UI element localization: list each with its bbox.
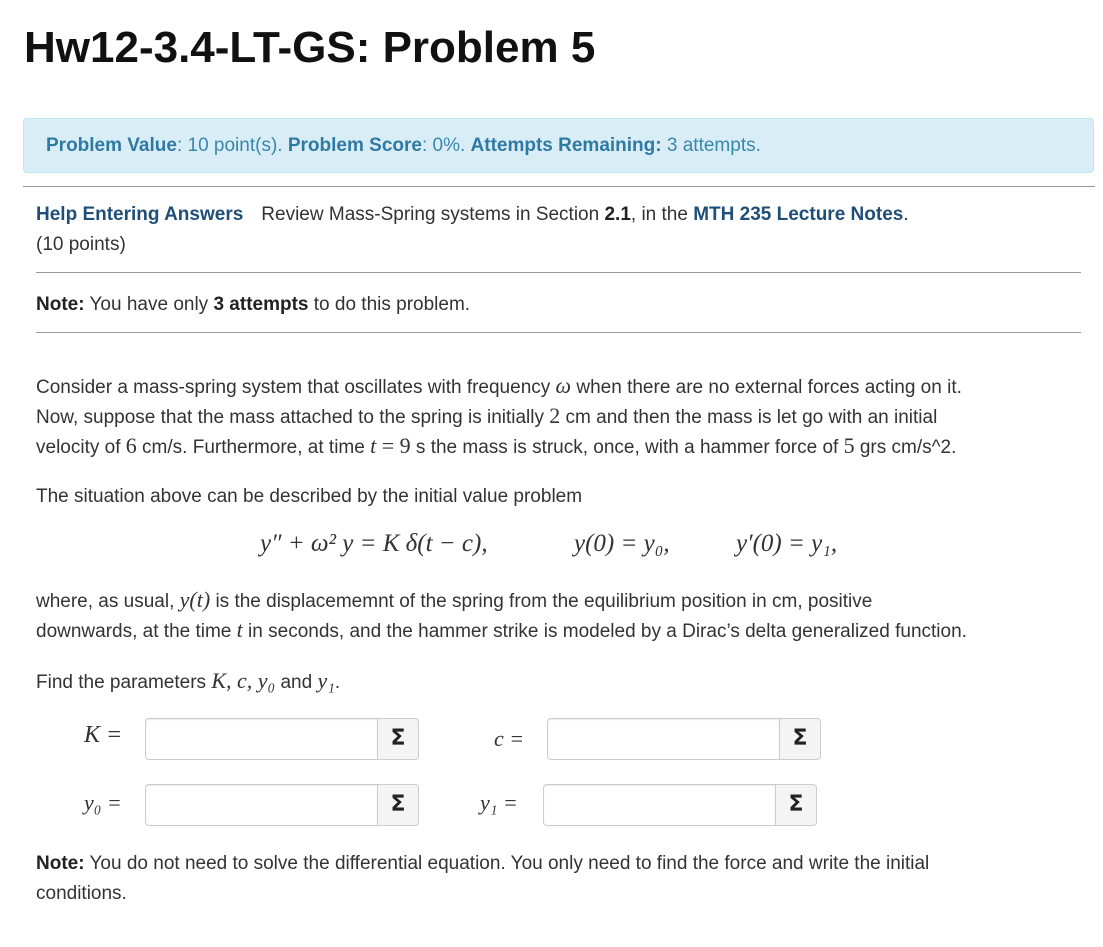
problem-text: when there are no external forces acting on it. [571, 377, 962, 398]
problem-line-2 [36, 401, 937, 433]
problem-text: Now, suppose that the mass attached to the spring is initially [36, 407, 550, 428]
c-answer-input[interactable] [547, 718, 779, 760]
y0-equation-editor-button[interactable]: Σ [377, 784, 419, 826]
k-answer-input[interactable] [145, 718, 377, 760]
y1-label: y₁ = [480, 790, 518, 815]
problem-text: in seconds, and the hammer strike is modeled by a Dirac’s delta generalized function. [242, 621, 967, 642]
parameter-list: K, c, y₀ [211, 668, 276, 693]
review-text-mid: , in the [630, 204, 694, 225]
final-note-line-1 [36, 849, 929, 879]
problem-text: . [334, 672, 341, 693]
initial-position: 2 [549, 403, 561, 428]
time-variable: t [370, 433, 377, 458]
problem-text: velocity of [36, 437, 126, 458]
note-label: Note: [36, 294, 85, 315]
divider [23, 186, 1095, 187]
situation-text: The situation above can be described by the initial value problem [36, 486, 583, 507]
hammer-force: 5 [843, 433, 855, 458]
initial-velocity: 6 [125, 433, 137, 458]
where-line-2 [36, 615, 967, 647]
problem-line-3 [36, 431, 956, 463]
initial-value-problem-equation [250, 530, 950, 570]
problem-score-label: Problem Score [287, 135, 422, 156]
problem-value: : 10 point(s). [176, 135, 288, 156]
strike-time: 9 [399, 433, 411, 458]
y0-answer-input[interactable] [145, 784, 377, 826]
k-label: K = [84, 722, 123, 748]
equals-sign: = [376, 433, 400, 458]
problem-text: downwards, at the time [36, 621, 237, 642]
k-equation-editor-button[interactable]: Σ [377, 718, 419, 760]
problem-value-label: Problem Value [46, 135, 177, 156]
attempts-remaining: 3 attempts. [661, 135, 761, 156]
problem-text: cm and then the mass is let go with an initial [560, 407, 938, 428]
y1-equation-editor-button[interactable]: Σ [775, 784, 817, 826]
review-text-prefix: Review Mass-Spring systems in Section [261, 204, 605, 225]
initial-condition-position: y(0) = y₀, [574, 530, 670, 557]
attempts-remaining-label: Attempts Remaining: [470, 135, 662, 156]
c-equation-editor-button[interactable]: Σ [779, 718, 821, 760]
problem-text: is the displacememnt of the spring from the equilibrium position in cm, positive [210, 591, 873, 612]
problem-line-1 [36, 371, 962, 403]
lecture-notes-link[interactable]: MTH 235 Lecture Notes [693, 204, 904, 225]
attempts-note [36, 290, 470, 320]
review-text-end: . [903, 204, 909, 225]
final-note-line-2: conditions. [36, 883, 127, 904]
differential-equation: y″ + ω² y = K δ(t − c), [260, 530, 488, 557]
note-label: Note: [36, 853, 85, 874]
y0-label: y₀ = [84, 790, 122, 815]
help-line [36, 200, 909, 230]
page-title: Hw12-3.4-LT-GS: Problem 5 [24, 23, 596, 72]
problem-text: cm/s. Furthermore, at time [136, 437, 371, 458]
problem-text: Find the parameters [36, 672, 212, 693]
omega-symbol: ω [555, 373, 572, 398]
c-label: c = [494, 726, 525, 751]
note-text: You do not need to solve the differential equation. You only need to find the force and write the initial [84, 853, 930, 874]
note-text: to do this problem. [308, 294, 471, 315]
section-number: 2.1 [604, 204, 631, 225]
divider [36, 332, 1081, 333]
divider [36, 272, 1081, 273]
problem-score: : 0%. [421, 135, 471, 156]
parameter-y1: y₁ [317, 668, 335, 693]
problem-text: s the mass is struck, once, with a hammer force of [410, 437, 844, 458]
where-line-1 [36, 585, 872, 617]
note-emphasis: 3 attempts [213, 294, 309, 315]
help-entering-answers-link[interactable]: Help Entering Answers [36, 204, 244, 225]
points-text: (10 points) [36, 234, 126, 255]
problem-text: and [275, 672, 318, 693]
note-text: You have only [84, 294, 214, 315]
find-parameters-text [36, 666, 340, 698]
time-variable: t [236, 617, 243, 642]
problem-status-alert [23, 118, 1094, 173]
problem-text: grs cm/s^2. [854, 437, 957, 458]
displacement-function: y(t) [179, 587, 211, 612]
initial-condition-velocity: y′(0) = y₁, [736, 530, 838, 557]
y1-answer-input[interactable] [543, 784, 775, 826]
problem-text: where, as usual, [36, 591, 180, 612]
problem-text: Consider a mass-spring system that oscillates with frequency [36, 377, 556, 398]
